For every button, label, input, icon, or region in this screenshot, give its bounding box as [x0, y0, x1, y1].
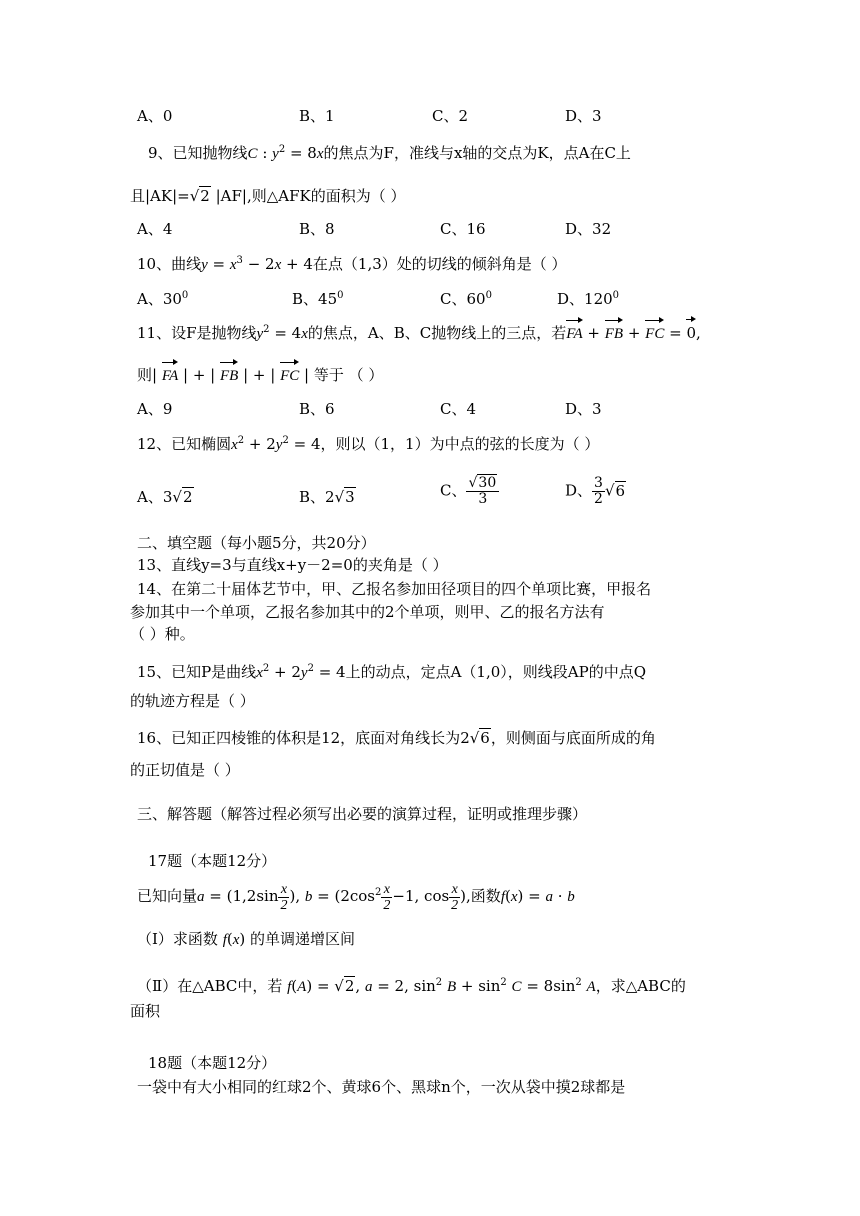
- q10-line: 10、曲线$y = x^3 - 2x + 4$在点（1,3）处的切线的倾斜角是（ ）: [137, 255, 567, 273]
- q9-line2: 且|AK|=√2 |AF|,则△AFK的面积为（ ）: [130, 187, 406, 205]
- q14-line3: （ ）种。: [130, 625, 195, 643]
- q17-part2: （Ⅱ）在△ABC中，若 f(A) = √2, a = 2, $\sin^2 B + \sin^2 C = 8\sin^2$ A，求△ABC的: [137, 977, 686, 995]
- q16-line2: 的正切值是（ ）: [130, 761, 240, 779]
- q18-title: 18题（本题12分）: [148, 1054, 277, 1072]
- q12-line: 12、已知椭圆$x^2 + 2y^2 = 4$，则以（1，1）为中点的弦的长度为（ ）: [137, 435, 600, 453]
- q14-line1: 14、在第二十届体艺节中，甲、乙报名参加田径项目的四个单项比赛，甲报名: [137, 580, 652, 598]
- q15-line2: 的轨迹方程是（ ）: [130, 692, 255, 710]
- q8-option-b: B、1: [299, 107, 335, 125]
- q8-option-d: D、3: [565, 107, 602, 125]
- q17-given: 已知向量a = (1,2sin $\frac{x}{2}$ ), $b = (2\cos^2$ $\frac{x}{2}$ −1, cos $\frac{x}{2}$ ),函数f(x) = a · b: [137, 881, 575, 913]
- q14-line2: 参加其中一个单项，乙报名参加其中的2个单项，则甲、乙的报名方法有: [130, 603, 605, 621]
- q15-line1: 15、已知P是曲线$x^2 + 2y^2 = 4$上的动点，定点A（1,0），则线段AP的中点Q: [137, 663, 647, 681]
- q18-text: 一袋中有大小相同的红球2个、黄球6个、黑球n个，一次从袋中摸2球都是: [137, 1078, 626, 1096]
- q17-part1: （Ⅰ）求函数 f(x) 的单调递增区间: [137, 930, 356, 948]
- q13: 13、直线y=3与直线x+y－2=0的夹角是（ ）: [137, 556, 448, 574]
- q17-part2-end: 面积: [130, 1002, 161, 1020]
- q11-line1: 11、设F是抛物线$y^2 = 4x$的焦点，A、B、C抛物线上的三点，若FA + FB + FC = 0,: [137, 319, 860, 345]
- q11-line2: 则| FA | + | FB | + | FC | 等于 （ ）: [137, 364, 860, 387]
- q16-line1: 16、已知正四棱锥的体积是12，底面对角线长为2√6，则侧面与底面所成的角: [137, 729, 656, 747]
- section3-heading: 三、解答题（解答过程必须写出必要的演算过程，证明或推理步骤）: [137, 805, 588, 823]
- q12-options: A、3√2 B、2√3 C、 $\frac{√30}{3}$ D、 $\frac{3}{2}$ √6: [137, 475, 626, 507]
- q8-option-a: A、0: [137, 107, 173, 125]
- q17-title: 17题（本题12分）: [148, 852, 277, 870]
- q8-option-c: C、2: [432, 107, 469, 125]
- section2-heading: 二、填空题（每小题5分，共20分）: [137, 534, 376, 552]
- q9-line1: 9、已知抛物线C : $y^2 = 8x$的焦点为F，准线与x轴的交点为K，点A在C上: [148, 144, 631, 162]
